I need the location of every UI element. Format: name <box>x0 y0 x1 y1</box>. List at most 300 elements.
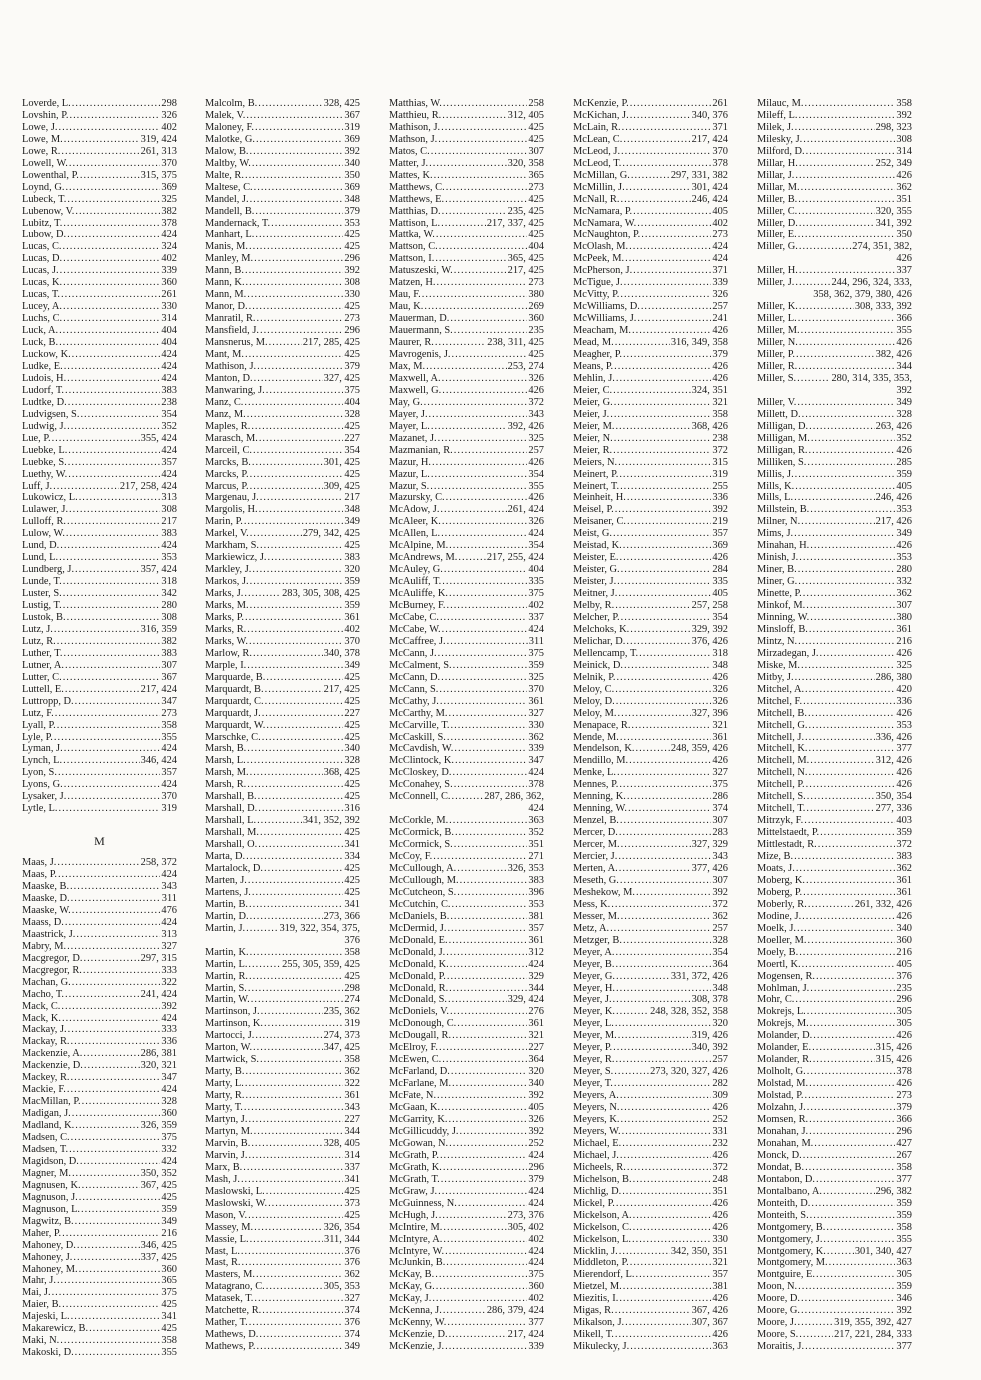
index-entry <box>573 1257 728 1269</box>
entry-pages: 353 <box>896 719 912 731</box>
index-entry <box>389 206 544 218</box>
entry-pages: 319, 424 <box>140 133 177 145</box>
dot-leader <box>79 492 161 504</box>
index-entry <box>22 803 177 815</box>
dot-leader <box>613 445 711 457</box>
entry-name: Meyer, S. <box>573 1066 614 1078</box>
index-entry <box>205 911 360 923</box>
index-entry <box>757 313 912 325</box>
index-entry <box>205 767 360 779</box>
dot-leader <box>247 779 343 791</box>
entry-name: Mead, M. <box>573 337 614 349</box>
index-entry <box>573 1030 728 1042</box>
dot-leader <box>246 851 343 863</box>
index-entry <box>22 989 177 1001</box>
index-entry <box>573 588 728 600</box>
dot-leader <box>439 1210 507 1222</box>
dot-leader <box>80 170 140 182</box>
dot-leader <box>70 881 160 893</box>
entry-pages: 322 <box>161 976 177 988</box>
entry-pages: 217, 424 <box>691 133 728 145</box>
dot-leader <box>68 457 161 469</box>
entry-pages: 296 <box>528 1161 544 1173</box>
index-entry <box>389 947 544 959</box>
entry-pages: 425 <box>528 121 544 133</box>
dot-leader <box>264 863 343 875</box>
entry-name: McPeek, M. <box>573 253 625 265</box>
entry-pages: 334 <box>344 851 360 863</box>
entry-name: Mikell, T. <box>573 1329 614 1341</box>
entry-pages: 327 <box>712 767 728 779</box>
entry-name: McMillin, J. <box>573 181 625 193</box>
entry-name: Mende, M. <box>573 731 619 743</box>
dot-leader <box>59 803 161 815</box>
dot-leader <box>83 965 161 977</box>
entry-pages: 358 <box>896 98 912 109</box>
dot-leader <box>809 1114 895 1126</box>
dot-leader <box>439 241 528 253</box>
index-entry <box>389 1281 544 1293</box>
dot-leader <box>254 1222 323 1234</box>
index-entry <box>22 1013 177 1025</box>
dot-leader <box>58 767 160 779</box>
index-entry <box>389 397 544 409</box>
entry-name: Lubow, D. <box>22 229 67 241</box>
entry-name: McLean, C. <box>573 133 623 145</box>
entry-pages: 348 <box>344 504 360 516</box>
entry-pages: 283, 305, 308, 425 <box>282 588 360 600</box>
entry-pages: 312, 426 <box>875 755 912 767</box>
index-entry <box>22 965 177 977</box>
entry-pages: 425 <box>344 863 360 874</box>
entry-name: Mazmanian, R. <box>389 444 453 456</box>
dot-leader <box>443 1222 506 1234</box>
index-entry <box>205 827 360 839</box>
entry-name: Matthews, C. <box>389 181 445 193</box>
index-entry <box>389 708 544 720</box>
entry-name: Mogensen, R. <box>757 970 816 982</box>
index-entry <box>757 600 912 612</box>
index-entry <box>205 397 360 409</box>
entry-pages: 424 <box>161 869 177 881</box>
entry-pages: 375 <box>161 1132 177 1144</box>
dot-leader <box>65 660 160 672</box>
entry-name: McAuliffe, K. <box>389 588 448 600</box>
entry-pages: 347, 425 <box>323 1042 360 1054</box>
dot-leader <box>73 1252 139 1264</box>
index-entry <box>389 588 544 600</box>
dot-leader <box>256 134 343 146</box>
dot-leader <box>620 1150 712 1162</box>
entry-pages: 378 <box>528 779 544 791</box>
entry-name: Ludwig, J. <box>22 420 67 432</box>
dot-leader <box>632 325 711 337</box>
index-entry <box>573 1150 728 1162</box>
entry-name: Mendelson, K. <box>573 743 635 755</box>
entry-pages: 238 <box>161 396 177 408</box>
dot-leader <box>266 1186 344 1198</box>
dot-leader <box>72 98 161 110</box>
index-entry <box>205 313 360 325</box>
dot-leader <box>801 182 896 194</box>
entry-pages: 354 <box>528 540 544 552</box>
dot-leader <box>614 433 712 445</box>
dot-leader <box>63 218 160 230</box>
entry-name: McJunkin, B. <box>389 1257 446 1269</box>
index-entry <box>389 1269 544 1281</box>
index-entry <box>205 146 360 158</box>
dot-leader <box>248 1114 343 1126</box>
entry-pages: 361 <box>528 1018 544 1030</box>
entry-name: Meister, E. <box>573 552 619 564</box>
entry-pages: 308 <box>896 133 912 145</box>
entry-name: Majeski, L. <box>22 1311 70 1323</box>
dot-leader <box>627 1162 712 1174</box>
dot-leader <box>55 708 161 720</box>
entry-name: Minning, W. <box>757 611 810 623</box>
entry-name: Mitchell, G. <box>757 719 808 731</box>
entry-name: McDoniels, V. <box>389 1006 449 1018</box>
entry-pages: 425 <box>344 301 360 313</box>
index-entry <box>22 612 177 624</box>
entry-name: Lowenthal, P. <box>22 169 79 181</box>
entry-name: Lulloff, R. <box>22 516 66 528</box>
section-spacer <box>22 815 177 827</box>
entry-pages: 274, 351, 382, <box>852 241 912 253</box>
entry-name: Miller, D. <box>757 217 798 229</box>
entry-pages: 363 <box>896 1257 912 1269</box>
index-entry <box>389 1042 544 1054</box>
index-entry <box>573 158 728 170</box>
entry-pages: 392 <box>344 265 360 277</box>
dot-leader <box>618 851 711 863</box>
dot-leader <box>247 755 344 767</box>
dot-leader <box>633 1222 712 1234</box>
entry-pages: 280, 314, 335, 353, <box>831 372 912 384</box>
dot-leader <box>431 146 528 158</box>
entry-pages: 315, 426 <box>875 1054 912 1066</box>
entry-name: McCaskill, S. <box>389 731 446 743</box>
entry-name: Meister, G. <box>573 564 620 576</box>
dot-leader <box>244 1102 344 1114</box>
entry-name: Menke, L. <box>573 767 616 779</box>
entry-name: Marks, J. <box>205 588 244 600</box>
dot-leader <box>67 421 160 433</box>
dot-leader <box>627 791 712 803</box>
index-entry <box>205 588 360 600</box>
entry-name: McKay, G. <box>389 1281 435 1293</box>
index-column-4 <box>573 98 728 1353</box>
entry-pages: 426 <box>712 552 728 564</box>
dot-leader <box>637 313 711 325</box>
dot-leader <box>798 361 895 373</box>
entry-name: Meier, M. <box>573 420 615 432</box>
dot-leader <box>252 887 344 899</box>
index-entry <box>205 1150 360 1162</box>
entry-pages: 318 <box>161 576 177 588</box>
dot-leader <box>796 863 896 875</box>
index-entry <box>389 720 544 732</box>
entry-name: Montgomery, M. <box>757 1257 828 1269</box>
dot-leader <box>63 253 160 265</box>
entry-name: Marquardt, B. <box>205 683 264 695</box>
dot-leader <box>616 373 712 385</box>
dot-leader <box>268 1198 343 1210</box>
entry-name: Molander, R. <box>757 1054 812 1066</box>
entry-name: McCutchin, C. <box>389 898 451 910</box>
entry-name: McCaffree, J. <box>389 635 446 647</box>
entry-pages: 349 <box>896 528 912 540</box>
index-entry <box>22 433 177 445</box>
entry-name: Maxwell, G. <box>389 384 442 396</box>
entry-pages: 216 <box>161 1227 177 1239</box>
index-entry <box>757 1234 912 1246</box>
entry-name: Madsen, T. <box>22 1144 69 1155</box>
dot-leader <box>639 648 711 660</box>
entry-pages: 332 <box>161 1144 177 1155</box>
entry-pages: 312, 405 <box>507 109 544 121</box>
index-entry <box>205 983 360 995</box>
index-entry <box>389 1341 544 1353</box>
dot-leader <box>615 421 690 433</box>
entry-name: McBurney, F. <box>389 600 446 612</box>
dot-leader <box>454 839 528 851</box>
dot-leader <box>248 983 344 995</box>
index-entry <box>389 361 544 373</box>
entry-pages: 426 <box>712 372 728 384</box>
index-entry <box>573 421 728 433</box>
dot-leader <box>443 1305 486 1317</box>
entry-pages: 424 <box>528 1197 544 1209</box>
entry-name: Mattes, K. <box>389 169 433 181</box>
entry-pages: 367, 426 <box>691 1305 728 1317</box>
entry-name: Monahan, J. <box>757 1125 809 1137</box>
dot-leader <box>72 1168 140 1180</box>
entry-name: Moore, S. <box>757 1329 799 1341</box>
entry-name: McGillicuddy, J. <box>389 1125 459 1137</box>
index-entry <box>389 301 544 313</box>
entry-pages: 392 <box>528 1090 544 1102</box>
entry-pages: 328 <box>712 934 728 946</box>
dot-leader <box>269 337 302 349</box>
entry-name: McGuinness, N. <box>389 1197 457 1209</box>
dot-leader <box>260 540 343 552</box>
entry-name: Marshall, M. <box>205 827 259 839</box>
index-entry <box>389 1078 544 1090</box>
entry-name: Mansfield, J. <box>205 325 259 337</box>
entry-pages: 301, 424 <box>691 181 728 193</box>
entry-name: McIntire, M. <box>389 1221 443 1233</box>
entry-pages: 372 <box>712 898 728 910</box>
entry-name: McFarland, D. <box>389 1066 450 1078</box>
dot-leader <box>250 767 323 779</box>
entry-pages: 316 <box>344 803 360 815</box>
index-entry <box>757 206 912 218</box>
index-entry <box>205 122 360 134</box>
index-entry <box>389 672 544 684</box>
entry-pages: 355 <box>896 1233 912 1245</box>
entry-name: Marta, D. <box>205 851 246 863</box>
entry-pages: 341 <box>344 898 360 910</box>
index-entry <box>573 1078 728 1090</box>
index-entry <box>389 122 544 134</box>
entry-name: Meyer, H. <box>573 982 615 994</box>
entry-name: McNall, R. <box>573 193 620 205</box>
dot-leader <box>450 959 528 971</box>
entry-name: Maaske, D. <box>22 892 70 904</box>
dot-leader <box>631 170 670 182</box>
entry-pages: 369 <box>344 133 360 145</box>
entry-name: McIntyre, A. <box>389 1233 443 1245</box>
index-entry <box>205 182 360 194</box>
dot-leader <box>57 636 161 648</box>
index-entry <box>205 1066 360 1078</box>
entry-name: Meloy, C. <box>573 683 615 695</box>
entry-name: Marten, J. <box>205 874 247 886</box>
entry-name: McKichan, J. <box>573 109 629 121</box>
entry-name: Luck, B. <box>22 337 59 349</box>
index-entry <box>389 516 544 528</box>
entry-name: Martin, J. <box>205 922 246 934</box>
entry-pages: 273 <box>712 229 728 241</box>
entry-pages: 327, 425 <box>323 372 360 384</box>
entry-name: Meisel, P. <box>573 504 614 516</box>
entry-pages: 329 <box>528 970 544 982</box>
dot-leader <box>68 1024 161 1036</box>
entry-name: Maslowski, L. <box>205 1185 265 1197</box>
index-entry <box>205 779 360 791</box>
index-entry <box>22 1228 177 1240</box>
entry-pages: 392, 426 <box>507 420 544 432</box>
entry-pages: 336 <box>896 695 912 707</box>
entry-pages: 424 <box>161 360 177 372</box>
entry-pages: 326 <box>712 695 728 707</box>
entry-name: Lue, P. <box>22 432 51 444</box>
entry-name: McCorkle, M. <box>389 815 449 827</box>
entry-pages: 326 <box>161 109 177 121</box>
entry-pages: 340 <box>344 743 360 755</box>
dot-leader <box>247 743 343 755</box>
entry-name: Maastrick, J. <box>22 928 76 940</box>
entry-name: McKenna, J. <box>389 1305 442 1317</box>
dot-leader <box>452 1078 527 1090</box>
entry-pages: 361 <box>528 695 544 707</box>
entry-name: Manley, M. <box>205 253 254 265</box>
index-entry <box>757 911 912 923</box>
dot-leader <box>620 732 712 744</box>
entry-pages: 424 <box>528 767 544 779</box>
entry-name: McConnell, C. <box>389 791 451 803</box>
entry-name: Mann, K. <box>205 277 245 289</box>
dot-leader <box>616 1006 649 1018</box>
entry-name: Matzen, H. <box>389 277 436 289</box>
index-entry <box>757 229 912 241</box>
index-entry <box>573 469 728 481</box>
entry-name: Marsh, M. <box>205 767 249 779</box>
entry-pages: 351 <box>896 193 912 205</box>
dot-leader <box>54 732 161 744</box>
index-entry <box>22 504 177 516</box>
entry-pages: 375 <box>528 647 544 659</box>
entry-pages: 255 <box>712 480 728 492</box>
index-entry <box>205 1162 360 1174</box>
index-entry <box>757 182 912 194</box>
entry-name: Luther, T. <box>22 647 63 659</box>
index-entry <box>573 887 728 899</box>
dot-leader <box>795 170 895 182</box>
dot-leader <box>803 696 895 708</box>
dot-leader <box>53 481 119 493</box>
entry-name: McDonald, J. <box>389 946 446 958</box>
entry-name: McNamara, W. <box>573 217 637 229</box>
entry-pages: 426 <box>896 767 912 779</box>
index-entry <box>389 935 544 947</box>
entry-name: Meyer, R. <box>573 1054 615 1066</box>
entry-pages: 425 <box>344 970 360 982</box>
index-entry <box>389 612 544 624</box>
entry-name: McCoy, F. <box>389 851 433 863</box>
index-entry <box>22 917 177 929</box>
index-entry <box>205 743 360 755</box>
entry-name: Mansnerus, M. <box>205 337 268 349</box>
entry-name: Maaske, B. <box>22 881 70 893</box>
entry-name: McCutcheon, S. <box>389 886 457 898</box>
index-entry <box>573 791 728 803</box>
entry-name: Miller, J. <box>757 277 795 289</box>
entry-name: Martin, S. <box>205 982 247 994</box>
index-entry <box>205 947 360 959</box>
index-entry <box>757 660 912 672</box>
entry-name: Meyer, G. <box>573 970 615 982</box>
entry-pages: 341 <box>344 1173 360 1185</box>
entry-pages: 424 <box>161 779 177 791</box>
index-entry <box>757 875 912 887</box>
index-entry <box>205 170 360 182</box>
index-entry <box>573 170 728 182</box>
dot-leader <box>440 1150 527 1162</box>
entry-name: Matuszeski, W. <box>389 265 453 277</box>
entry-pages: 424 <box>528 528 544 540</box>
entry-pages: 217, 425 <box>507 265 544 277</box>
entry-name: Meloy, D. <box>573 695 615 707</box>
entry-name: McLeod, T. <box>573 157 622 169</box>
index-entry <box>205 1030 360 1042</box>
index-entry <box>573 540 728 552</box>
index-entry <box>757 779 912 791</box>
entry-pages: 332 <box>896 576 912 588</box>
index-entry <box>573 1222 728 1234</box>
entry-name: Migas, R. <box>573 1305 614 1317</box>
dot-leader <box>67 941 160 953</box>
entry-name: Mokrejs, M. <box>757 1018 809 1030</box>
entry-pages: 358 <box>344 1054 360 1066</box>
index-entry <box>573 1329 728 1341</box>
index-entry <box>389 791 544 803</box>
dot-leader <box>448 1114 527 1126</box>
index-entry <box>389 409 544 421</box>
entry-name: Mather, T. <box>205 1317 248 1329</box>
dot-leader <box>811 1198 895 1210</box>
entry-pages: 370 <box>161 157 177 169</box>
entry-name: Marshall, D. <box>205 803 258 815</box>
entry-name: Meyer, M. <box>573 1030 617 1042</box>
dot-leader <box>615 504 712 516</box>
dot-leader <box>436 229 528 241</box>
entry-pages: 355 <box>161 1347 177 1359</box>
entry-name: Milek, J. <box>757 121 794 133</box>
index-entry <box>757 349 912 361</box>
index-entry <box>389 277 544 289</box>
